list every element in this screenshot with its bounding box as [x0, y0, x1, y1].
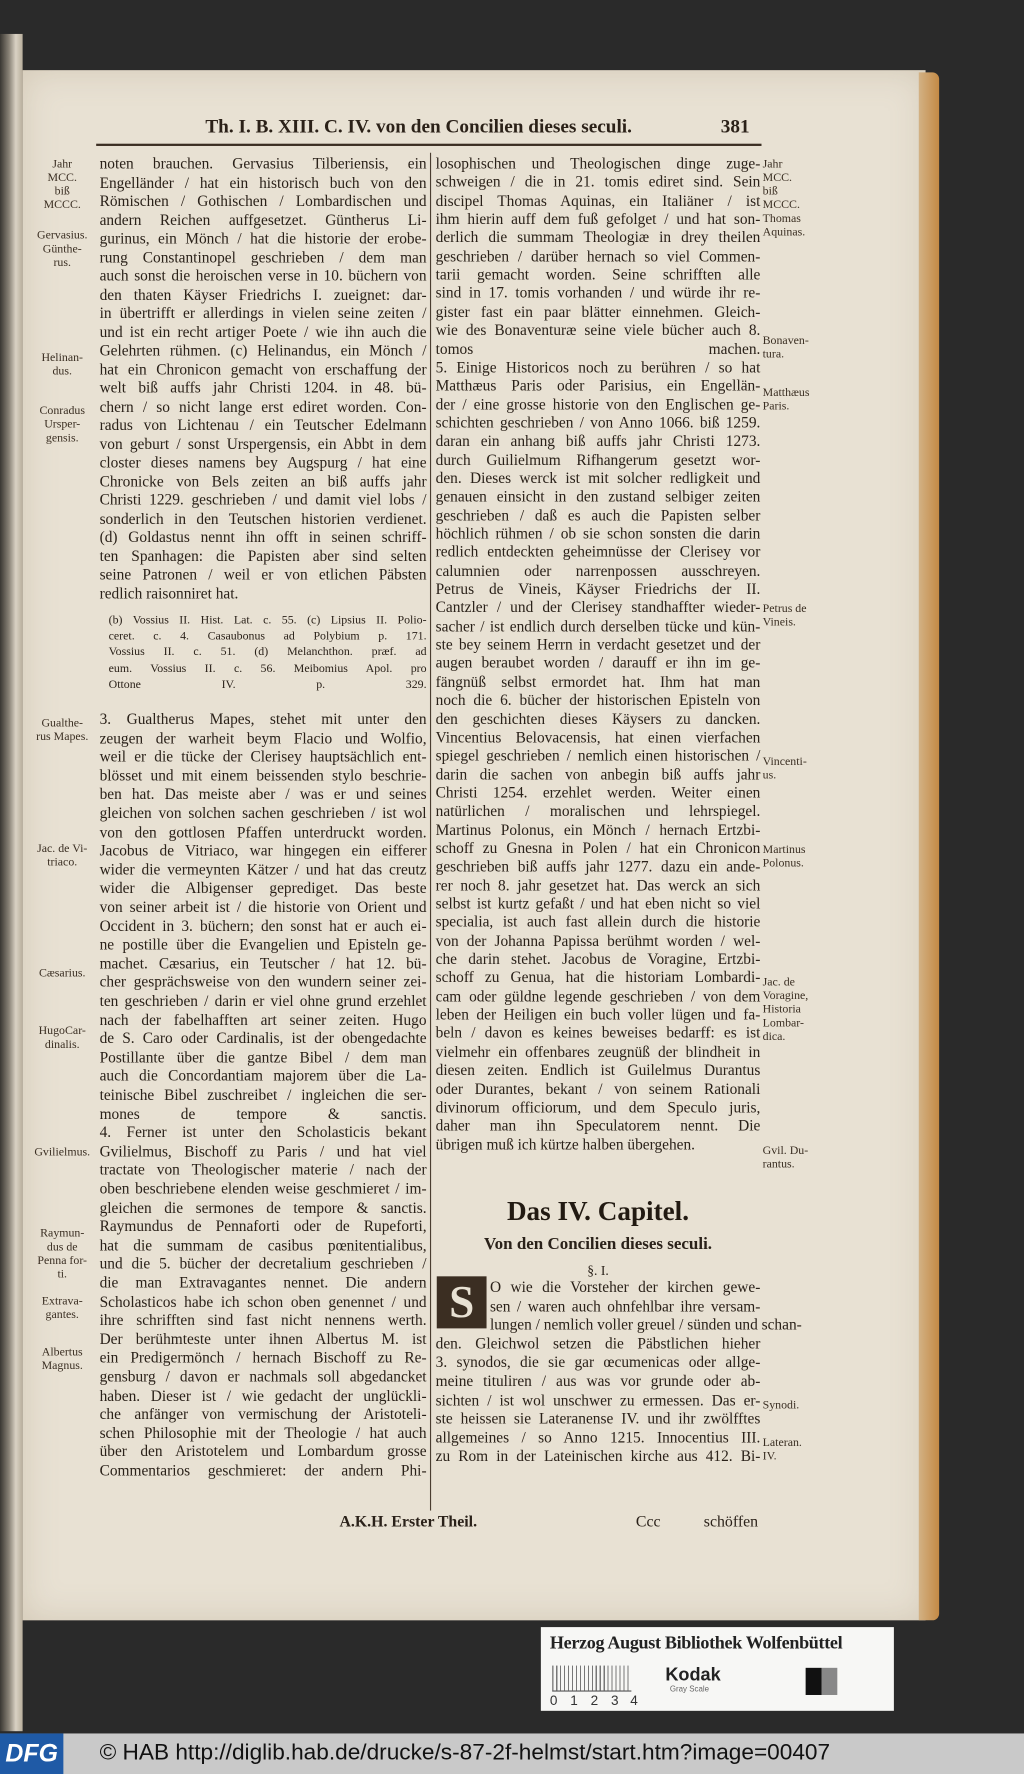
text-line: Engelländer / hat ein historisch buch von den [99, 173, 427, 191]
margin-note-line: rus. [53, 256, 71, 270]
text-line: 3. synodos, die sie gar œcumenicas oder allge- [435, 1353, 761, 1371]
text-line: Matthæus Paris oder Parisius, ein Engellän- [435, 377, 761, 394]
margin-note [763, 387, 863, 414]
text-line: leben der Heiligen ein buch voller lügen und fa- [435, 1006, 761, 1023]
text-line: machet. Cæsarius, ein Teutscher / hat 12. bü- [99, 954, 427, 972]
library-name: Herzog August Bibliothek Wolfenbüttel [549, 1633, 843, 1654]
margin-note-line: Aquinas. [762, 226, 806, 239]
text-line: schweigen / die in 21. tomis ediret sind. Sein [435, 173, 761, 191]
margin-note-line: HugoCar- [38, 1025, 86, 1038]
text-line: cam oder güldne legende geschrieben / von dem [435, 987, 761, 1005]
margin-note-line: Voragine, [762, 990, 809, 1003]
text-line: meine tituliren / aus was vor grunde oder ab- [435, 1372, 761, 1390]
text-line: rung Constantinopel geschrieben / dem man [99, 248, 427, 266]
text-line: rer noch 8. jahr gesetzet hat. Das werck an sich [435, 876, 761, 894]
catchword: schöffen [703, 1513, 759, 1531]
text-line: schoff zu Gnesna in Polen / hat ein Chronicon [435, 839, 761, 857]
margin-note [763, 603, 863, 630]
color-calibration-card [541, 1627, 894, 1711]
text-line: sacher / ist endlich durch derselben tücke und kün- [435, 617, 761, 635]
kodak-logo: Kodak [665, 1665, 721, 1685]
margin-note-line: Jahr [762, 158, 783, 171]
text-line: ben hat. Das meiste aber / was er und seines [99, 785, 427, 803]
margin-note [763, 1145, 863, 1172]
margin-note [27, 1025, 97, 1052]
margin-note [27, 352, 97, 379]
text-line: tractate von Theologischer materie / nach der [99, 1161, 427, 1179]
text-line: sind in 17. tomis vorhanden / und würde ihr re- [435, 284, 761, 302]
text-line: sen / waren auch ohnfehlbar ihre versam- [489, 1297, 761, 1315]
text-line: Martinus Polonus, ein Mönch / hernach Ertzbi- [435, 821, 761, 838]
text-line: Gelehrten rühmen. (c) Helinandus, ein Mönch / [99, 341, 427, 359]
margin-note-line: Jac. de Vi- [37, 842, 88, 856]
margin-note-line: Gvil. Du- [762, 1145, 809, 1158]
text-line: gister fast ein paar blätter einnehmen. Gleich- [435, 303, 761, 320]
column-divider [430, 153, 431, 1511]
text-line: specialia, ist auch fast allein durch die historie [435, 913, 761, 931]
text-line: Gvilielmus, Bischoff zu Paris / und hat viel [99, 1142, 427, 1160]
margin-note-line: MCCC. [762, 199, 800, 212]
text-line: die man Extravagantes nennet. Die andern [99, 1274, 427, 1292]
text-line: (b) Vossius II. Hist. Lat. c. 55. (c) Lipsius II. Polio- [108, 614, 427, 627]
margin-note [27, 1346, 97, 1373]
text-line: sonderlich in den Teutschen historien verdienet. [99, 509, 427, 527]
margin-note-line: gantes. [45, 1309, 79, 1322]
text-line: O wie die Vorsteher der kirchen gewe- [489, 1278, 761, 1296]
drop-cap: S [437, 1276, 487, 1328]
text-line: Scholasticos habe ich schon oben genennet / und [99, 1292, 427, 1310]
text-line: redlich entdeckten geheimnüsse der Clerisey vor [435, 543, 761, 561]
margin-note-line: dinalis. [44, 1038, 80, 1052]
text-line: den. Gleichwol setzen die Päbstlichen hieher [435, 1334, 761, 1352]
facing-page-edge [0, 34, 23, 1731]
text-line: che anfänger von vermischung der Aristoteli- [99, 1405, 427, 1423]
text-line: ste bey seinem Herrn in verdacht gesetzet und der [435, 636, 761, 653]
margin-note-line: Historia [762, 1003, 801, 1017]
text-line: daran ein anhang biß auffs jahr Christi 1273. [435, 432, 761, 450]
margin-note-line: Penna for- [37, 1254, 88, 1268]
margin-note-line: rantus. [762, 1158, 795, 1172]
text-line: andern Reichen auffgesetzet. Güntherus Li- [99, 211, 427, 228]
text-line: ne postille über die Evangelien und Episteln ge- [99, 935, 427, 953]
text-line: gleichen von solchen sachen geschrieben / ist wol [99, 804, 427, 822]
margin-note [763, 976, 863, 1044]
text-line: von der Johanna Papissa berühmt worden / wel- [435, 932, 761, 949]
margin-note-line: MCCC. [43, 199, 81, 212]
margin-note [27, 1296, 97, 1323]
text-line: geschrieben / daß es auch die Papisten selber [435, 506, 761, 524]
margin-note [763, 158, 863, 239]
margin-note [763, 844, 863, 871]
text-line: Raymundus de Pennaforti oder de Rupeforti, [99, 1217, 427, 1235]
margin-note-line: Lateran. [762, 1437, 802, 1450]
text-line: Occident in 3. büchern; den sonst hat er auch ei- [99, 917, 427, 935]
margin-note-line: Petrus de [762, 603, 807, 616]
text-line: augen beraubet worden / darauff er ihn im ge- [435, 654, 761, 672]
text-line: zu Rom in der Lateinischen kirche aus 412. Bi- [435, 1447, 761, 1465]
margin-note [27, 1228, 97, 1282]
text-line: cher gesprächsweise von den wundern seiner zei- [99, 973, 427, 991]
ruler-number: 3 [611, 1692, 619, 1709]
text-line: teinische Bibel zuschreibet / ingleichen die ser- [99, 1086, 427, 1104]
margin-note-line: dus de [46, 1241, 78, 1254]
text-line: Römischen / Gothischen / Lombardischen und [99, 192, 427, 210]
margin-note [27, 230, 97, 271]
text-line: eum. Vossius II. c. 56. Meibomius Apol. pro [108, 662, 427, 676]
text-line: und die 5. bücher der decretalium geschrieben / [99, 1255, 427, 1273]
text-line: sichten / ist wol unschwer zu ermessen. Das er- [435, 1391, 761, 1409]
text-line: 5. Einige Historicos noch zu berühren / so hat [435, 358, 761, 376]
text-line: gleichen die sermones de tempore & sanctis. [99, 1198, 427, 1216]
text-line: fängnüß selbst ermordet hat. Ihm hat man [435, 673, 761, 690]
margin-note-line: Polonus. [762, 857, 804, 871]
margin-note [27, 405, 97, 446]
text-line: Petrus de Vineis, Käyser Friedrichs der II. [435, 580, 761, 598]
ruler-number: 0 [549, 1692, 558, 1709]
text-line: zeugen der warheit beym Flacio und Wolfio, [99, 729, 427, 747]
margin-note-line: Vineis. [762, 616, 796, 630]
text-line: den thaten Käyser Friedrichs I. zueignet: dar- [99, 285, 427, 303]
margin-note-line: Jac. de [762, 976, 795, 989]
margin-note-line: Gvilielmus. [34, 1146, 91, 1159]
text-line: beln / davon es keines beweises bedarff: es ist [435, 1024, 761, 1042]
paragraph-mark: §. I. [587, 1262, 609, 1279]
text-line: welt biß auffs jahr Christi 1204. in 48. bü- [99, 379, 427, 397]
margin-note-line: Extrava- [41, 1295, 83, 1309]
margin-note-line: Synodi. [762, 1399, 800, 1413]
text-line: 4. Ferner ist unter den Scholasticis bekant [99, 1123, 427, 1141]
margin-note [27, 717, 97, 744]
margin-note [763, 1437, 863, 1464]
signature-mark: A.K.H. Erster Theil. [339, 1513, 478, 1531]
text-line: geschrieben / darüber hernach so viel Commen- [435, 247, 761, 265]
margin-note-line: MCC. [762, 171, 793, 185]
text-line: und ist ein recht artiger Poete / wie ihn auch die [99, 323, 427, 341]
text-line: tarii gemacht worden. Seine schrifften alle [435, 266, 761, 283]
margin-note [27, 843, 97, 870]
ruler-number: 1 [570, 1692, 578, 1709]
text-line: losophischen und Theologischen dinge zuge- [435, 155, 761, 172]
text-line: allgemeines / so Anno 1215. Innocentius III. [435, 1428, 761, 1446]
margin-note-line: Paris. [762, 400, 790, 413]
text-line: che darin stehet. Jacobus de Voragine, Ertzbi- [435, 950, 761, 968]
margin-note-line: Gualthe- [41, 717, 84, 730]
text-line: Christi 1254. erzehlet werden. Weiter einen [435, 784, 761, 801]
text-line: Der berühmteste unter ihnen Albertus M. ist [99, 1330, 427, 1348]
text-line: selbst ist kurtz gefaßt / und hat eben nicht so viel [435, 895, 761, 912]
header-rule [96, 144, 761, 146]
text-line: seine Patronen / weil er von etlichen Päbsten [99, 565, 427, 583]
text-line: gensburg / davon er nachmals soll abgedancket [99, 1367, 427, 1385]
viewer-footer-bar [0, 1733, 1024, 1774]
margin-note-line: Raymun- [40, 1227, 85, 1241]
margin-note-line: Conradus [39, 405, 86, 418]
margin-note-line: biß [54, 185, 70, 199]
text-line: (d) Goldastus nennt ihn offt in seinen schriff- [99, 528, 427, 546]
margin-note-line: Matthæus [762, 386, 810, 400]
margin-note-line: Vincenti- [762, 755, 807, 769]
margin-note-line: ti. [57, 1268, 68, 1281]
text-line: Vossius II. c. 51. (d) Melanchthon. præf. ad [108, 646, 427, 659]
margin-note-line: dica. [762, 1030, 786, 1044]
text-line: von den gottlosen Pfaffen unterdruckt worden. [99, 823, 427, 841]
text-line: vielmehr ein offenbares zeugnüß der blindheit in [435, 1043, 761, 1060]
margin-note [763, 756, 863, 783]
margin-note-line: IV. [762, 1450, 777, 1464]
text-line: weil er die tücke der Clerisey hauptsächlich ent- [99, 748, 427, 766]
text-line: ten geschrieben / darin er viel ohne grund erzehlet [99, 992, 427, 1010]
text-line: discipel Thomas Aquinas, ein Italiäner / ist [435, 192, 761, 209]
gray-scale-label: Gray Scale [669, 1685, 710, 1694]
margin-note-line: triaco. [47, 856, 78, 869]
ruler-number: 4 [630, 1692, 638, 1709]
copyright-link[interactable]: © HAB http://diglib.hab.de/drucke/s-87-2f-helmst/start.htm?image=00407 [99, 1740, 831, 1766]
text-line: genauen einsicht in den zustand selbiger zeiten [435, 488, 761, 505]
text-line: mones de tempore & sanctis. [99, 1105, 427, 1122]
gray-patch [806, 1668, 838, 1695]
margin-note-line: Ursper- [44, 418, 81, 432]
text-line: noch die 6. bücher der historischen Episteln von [435, 691, 761, 709]
text-line: tomos machen. [435, 340, 761, 357]
text-line: ste heissen sie Lateranense IV. und ihr zwölfftes [435, 1410, 761, 1428]
text-line: Commentarios geschmieret: der andern Phi- [99, 1461, 427, 1479]
margin-note-line: tura. [762, 348, 785, 361]
margin-note [763, 335, 863, 362]
text-line: schoff zu Genua, hat die historiam Lombardi- [435, 969, 761, 986]
margin-note-line: us. [762, 769, 777, 782]
text-line: höchlich rühmen / ob sie schon sonsten die darin [435, 525, 761, 542]
text-line: wider die vermeynten Kätzer / und hat das creutz [99, 860, 427, 878]
text-line: 3. Gualtherus Mapes, stehet mit unter den [99, 710, 427, 728]
margin-note-line: biß [762, 185, 778, 199]
margin-note-line: gensis. [45, 432, 79, 445]
text-line: chern / so nicht lange erst ediret worden. Con- [99, 397, 427, 415]
text-line: natürlichen / moralischen und lehrspiegel. [435, 802, 761, 820]
text-line: hat ein Chronicon gemacht von erschaffung der [99, 360, 427, 378]
margin-note-line: Martinus [762, 844, 806, 857]
text-line: derlich die summam Theologiæ in drey theilen [435, 229, 761, 246]
text-line: Ottone IV. p. 329. [108, 678, 427, 692]
text-line: ihre schrifften sind fast nicht nennens werth. [99, 1311, 427, 1329]
margin-note-line: Helinan- [41, 351, 84, 365]
text-line: wider die Albigenser geprediget. Das beste [99, 879, 427, 897]
text-line: blösset und mit einem beissenden stylo beschrie- [99, 766, 427, 784]
margin-note-line: rus Mapes. [36, 730, 89, 744]
text-line: ten Spanhagen: die Papisten aber sind selten [99, 547, 427, 565]
text-line: Chronicke von Bels zeiten an biß auffs jahr [99, 472, 427, 490]
text-line: closter dieses namens bey Augspurg / hat eine [99, 453, 427, 471]
text-line: durch Guilielmum Rifhangerum gesetzt wor- [435, 451, 761, 468]
text-line: Christi 1229. geschrieben / und damit viel lobs / [99, 491, 427, 509]
text-line: de S. Caro oder Cardinalis, ist der obengedachte [99, 1029, 427, 1047]
text-line: auch die Concordantiam majorem über die La- [99, 1067, 427, 1085]
text-line: ein Predigermönch / hernach Bischoff zu Re- [99, 1349, 427, 1367]
text-line: calumnien oder narrenpossen ausschreyen. [435, 562, 761, 579]
text-line: daher man ihn Speculatorem nennt. Die [435, 1117, 761, 1134]
text-line: haben. Dieser ist / wie gedacht der unglückli- [99, 1386, 427, 1404]
text-line: redlich raisonniret hat. [99, 584, 239, 602]
margin-note [27, 158, 97, 212]
text-line: auch sonst die heroischen verse in 10. büchern von [99, 267, 427, 285]
text-line: ceret. c. 4. Casaubonus ad Polybium p. 171. [108, 630, 427, 643]
margin-note-line: Cæsarius. [38, 967, 86, 980]
text-line: oder Durantes, bekant / von seinem Rationali [435, 1080, 761, 1097]
text-line: nach der fabelhafften art seiner zeiten. Hugo [99, 1011, 427, 1029]
text-line: ihm hierin auff dem fuß gefolget / und hat son- [435, 210, 761, 228]
margin-note-line: Bonaven- [762, 334, 809, 348]
sheet-mark: Ccc [635, 1513, 661, 1531]
text-line: Postillante über die gantze Bibel / dem man [99, 1048, 427, 1066]
margin-note-line: Gervasius. [36, 229, 88, 243]
running-title: Th. I. B. XIII. C. IV. von den Concilien dieses seculi. [205, 115, 632, 137]
text-line: über den Aristotelem und Lombardum grosse [99, 1443, 427, 1461]
text-line: Vincentius Belovacensis, hat einen vierfachen [435, 728, 761, 746]
text-line: von geburt / sonst Urspergensis, ein Abbt in dem [99, 435, 427, 453]
margin-note-line: Thomas [762, 212, 801, 226]
margin-note-line: MCC. [47, 171, 77, 185]
margin-note [27, 967, 97, 981]
margin-note-line: Magnus. [41, 1360, 83, 1373]
margin-note [27, 1146, 97, 1160]
text-line: der / eine grosse historie von den Englischen ge- [435, 395, 761, 413]
scale-ruler [552, 1666, 631, 1692]
text-line: den geschichten dieses Käysers zu dancken. [435, 710, 761, 727]
margin-note-line: Günthe- [42, 243, 82, 256]
margin-note-line: Lombar- [762, 1017, 804, 1030]
ruler-number: 2 [590, 1692, 599, 1709]
text-line: radus von Lichtenau / ein Teutscher Edelmann [99, 416, 427, 434]
chapter-subtitle: Von den Concilien dieses seculi. [483, 1235, 713, 1254]
text-line: schichten geschrieben / von Anno 1066. biß 1259. [435, 414, 761, 431]
page-number: 381 [720, 115, 750, 137]
text-line: spiegel geschrieben / nemlich einen historischen / [435, 747, 761, 764]
text-line: oben beschriebene elenden weise geschmieret / im- [99, 1180, 427, 1198]
text-line: von seiner arbeit ist / die historie von Orient und [99, 898, 427, 916]
text-line: diesen zeiten. Endlich ist Guilelmus Durantus [435, 1061, 761, 1079]
text-line: hat die summam de casibus pœnitentialibus, [99, 1236, 427, 1254]
text-line: noten brauchen. Gervasius Tilberiensis, ein [99, 155, 427, 172]
text-line: in übertrifft er allerdings in vielen seine zeiten / [99, 304, 427, 322]
text-line: darin die sachen von anbegin biß auffs jahr [435, 765, 761, 783]
margin-note-line: Albertus [41, 1346, 83, 1359]
text-line: gurinus, ein Mönch / hat die historie der erobe- [99, 229, 427, 247]
chapter-title: Das IV. Capitel. [506, 1197, 690, 1227]
text-line: übrigen muß ich kürtze halben übergehen. [435, 1135, 696, 1153]
page-edge [919, 72, 939, 1620]
margin-note-line: dus. [52, 365, 72, 378]
text-line: divinorum officiorum, und dem Speculo juris, [435, 1098, 761, 1116]
text-line: Cantzler / und der Clerisey standhaffter wieder- [435, 599, 761, 616]
text-line: Jacobus de Vitriaco, war hingegen ein eifferer [99, 842, 427, 860]
text-line: den. Dieses werck ist mit solcher redligkeit und [435, 469, 761, 487]
text-line: wie des Bonaventuræ seine viele bücher auch 8. [435, 321, 761, 339]
dfg-logo: DFG [0, 1733, 63, 1774]
text-line: lungen / nemlich voller greuel / sünden und schan- [489, 1316, 802, 1334]
text-line: schen Philosophie mit der Theologie / hat auch [99, 1424, 427, 1442]
margin-note [763, 1400, 863, 1414]
text-line: geschrieben biß auffs jahr 1277. dazu ein ande- [435, 858, 761, 875]
margin-note-line: Jahr [52, 158, 73, 171]
